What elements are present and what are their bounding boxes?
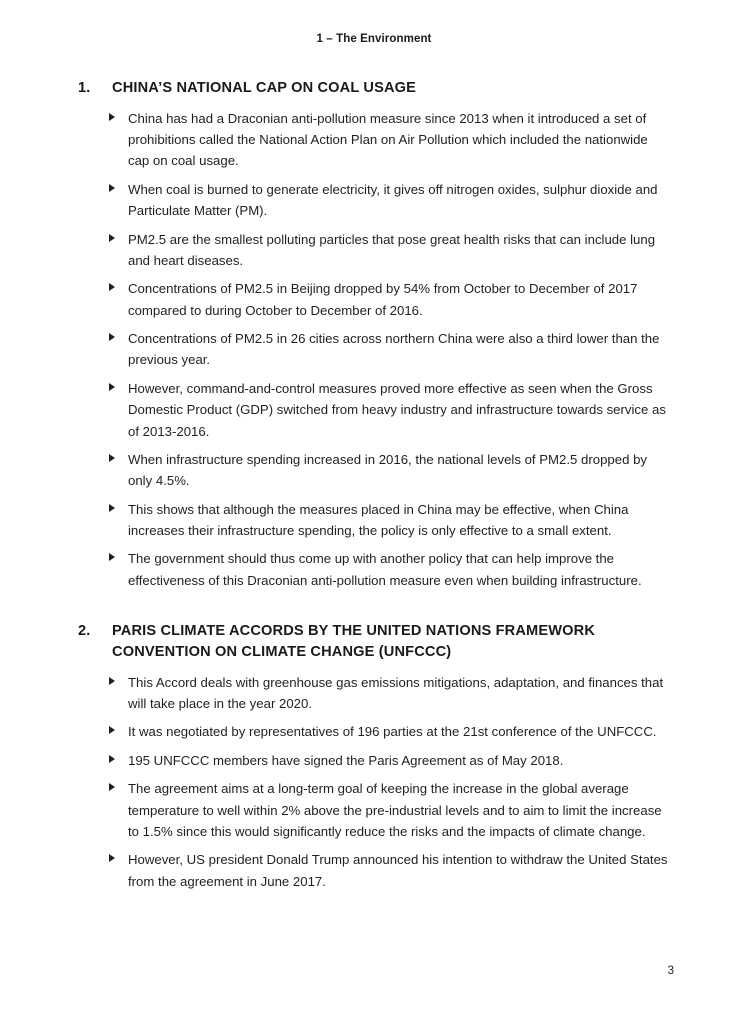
section-2 [78, 621, 668, 892]
triangle-bullet-icon [109, 113, 115, 121]
list-item-text: However, US president Donald Trump announced his intention to withdraw the United States from the agreement in June 2017. [128, 852, 668, 889]
triangle-bullet-icon [109, 755, 115, 763]
list-item-text: China has had a Draconian anti-pollution measure since 2013 when it introduced a set of prohibitions called the National Action Plan on Air Pollution which included the nationwide cap on coal usage. [128, 110, 648, 169]
section-1-heading [78, 78, 668, 99]
list-item [78, 778, 668, 842]
list-item [78, 278, 668, 321]
section-1-title: CHINA’S NATIONAL CAP ON COAL USAGE [112, 80, 417, 96]
list-item-text: Concentrations of PM2.5 in Beijing dropped by 54% from October to December of 2017 compared to during October to December of 2016. [128, 281, 638, 318]
list-item-text: 195 UNFCCC members have signed the Paris Agreement as of May 2018. [128, 752, 564, 768]
list-item-text: This Accord deals with greenhouse gas emissions mitigations, adaptation, and finances that will take place in the year 2020. [128, 674, 664, 712]
list-item [78, 721, 668, 742]
triangle-bullet-icon [109, 726, 115, 734]
list-item [78, 108, 668, 172]
document-body [78, 78, 668, 892]
running-header: 1 – The Environment [316, 33, 432, 45]
triangle-bullet-icon [109, 333, 115, 341]
list-item [78, 849, 668, 892]
list-item [78, 378, 668, 442]
triangle-bullet-icon [109, 783, 115, 791]
triangle-bullet-icon [109, 234, 115, 242]
list-item-text: When coal is burned to generate electricity, it gives off nitrogen oxides, sulphur dioxide and Particulate Matter (PM). [128, 181, 658, 219]
list-item [78, 229, 668, 272]
list-item-text: This shows that although the measures placed in China may be effective, when China increases their infrastructure spending, the policy is only effective to a small extent. [128, 501, 629, 539]
page-number: 3 [667, 965, 674, 977]
list-item-text: Concentrations of PM2.5 in 26 cities across northern China were also a third lower than the previous year. [128, 331, 660, 368]
triangle-bullet-icon [109, 854, 115, 862]
triangle-bullet-icon [109, 677, 115, 685]
triangle-bullet-icon [109, 184, 115, 192]
triangle-bullet-icon [109, 283, 115, 291]
list-item [78, 449, 668, 492]
list-item [78, 750, 668, 771]
list-item [78, 672, 668, 715]
section-2-title: PARIS CLIMATE ACCORDS BY THE UNITED NATIONS FRAMEWORK CONVENTION ON CLIMATE CHANGE (UNFCCC) [112, 623, 596, 660]
triangle-bullet-icon [109, 383, 115, 391]
list-item [78, 179, 668, 222]
triangle-bullet-icon [109, 454, 115, 462]
section-2-heading [78, 621, 668, 662]
section-1-bullet-list [78, 108, 668, 592]
list-item [78, 548, 668, 591]
list-item-text: However, command-and-control measures proved more effective as seen when the Gross Domestic Product (GDP) switched from heavy industry and infrastructure towards service as of 2013-2016. [128, 380, 666, 439]
list-item-text: The government should thus come up with another policy that can help improve the effectiveness of this Draconian anti-pollution measure even when building infrastructure. [128, 551, 642, 588]
triangle-bullet-icon [109, 504, 115, 512]
list-item-text: When infrastructure spending increased in 2016, the national levels of PM2.5 dropped by only 4.5%. [128, 451, 648, 489]
section-1-number: 1. [78, 80, 91, 96]
list-item-text: The agreement aims at a long-term goal of keeping the increase in the global average temperature to well within 2% above the pre-industrial levels and to aim to limit the increase to 1.5% since this would significantly reduce the risks and the impacts of climate change. [128, 781, 662, 839]
list-item [78, 328, 668, 371]
list-item-text: It was negotiated by representatives of 196 parties at the 21st conference of the UNFCCC. [128, 724, 657, 740]
section-1 [78, 78, 668, 591]
triangle-bullet-icon [109, 553, 115, 561]
list-item [78, 499, 668, 542]
section-2-bullet-list [78, 672, 668, 892]
list-item-text: PM2.5 are the smallest polluting particles that pose great health risks that can include lung and heart diseases. [128, 231, 656, 268]
section-2-number: 2. [78, 623, 91, 640]
